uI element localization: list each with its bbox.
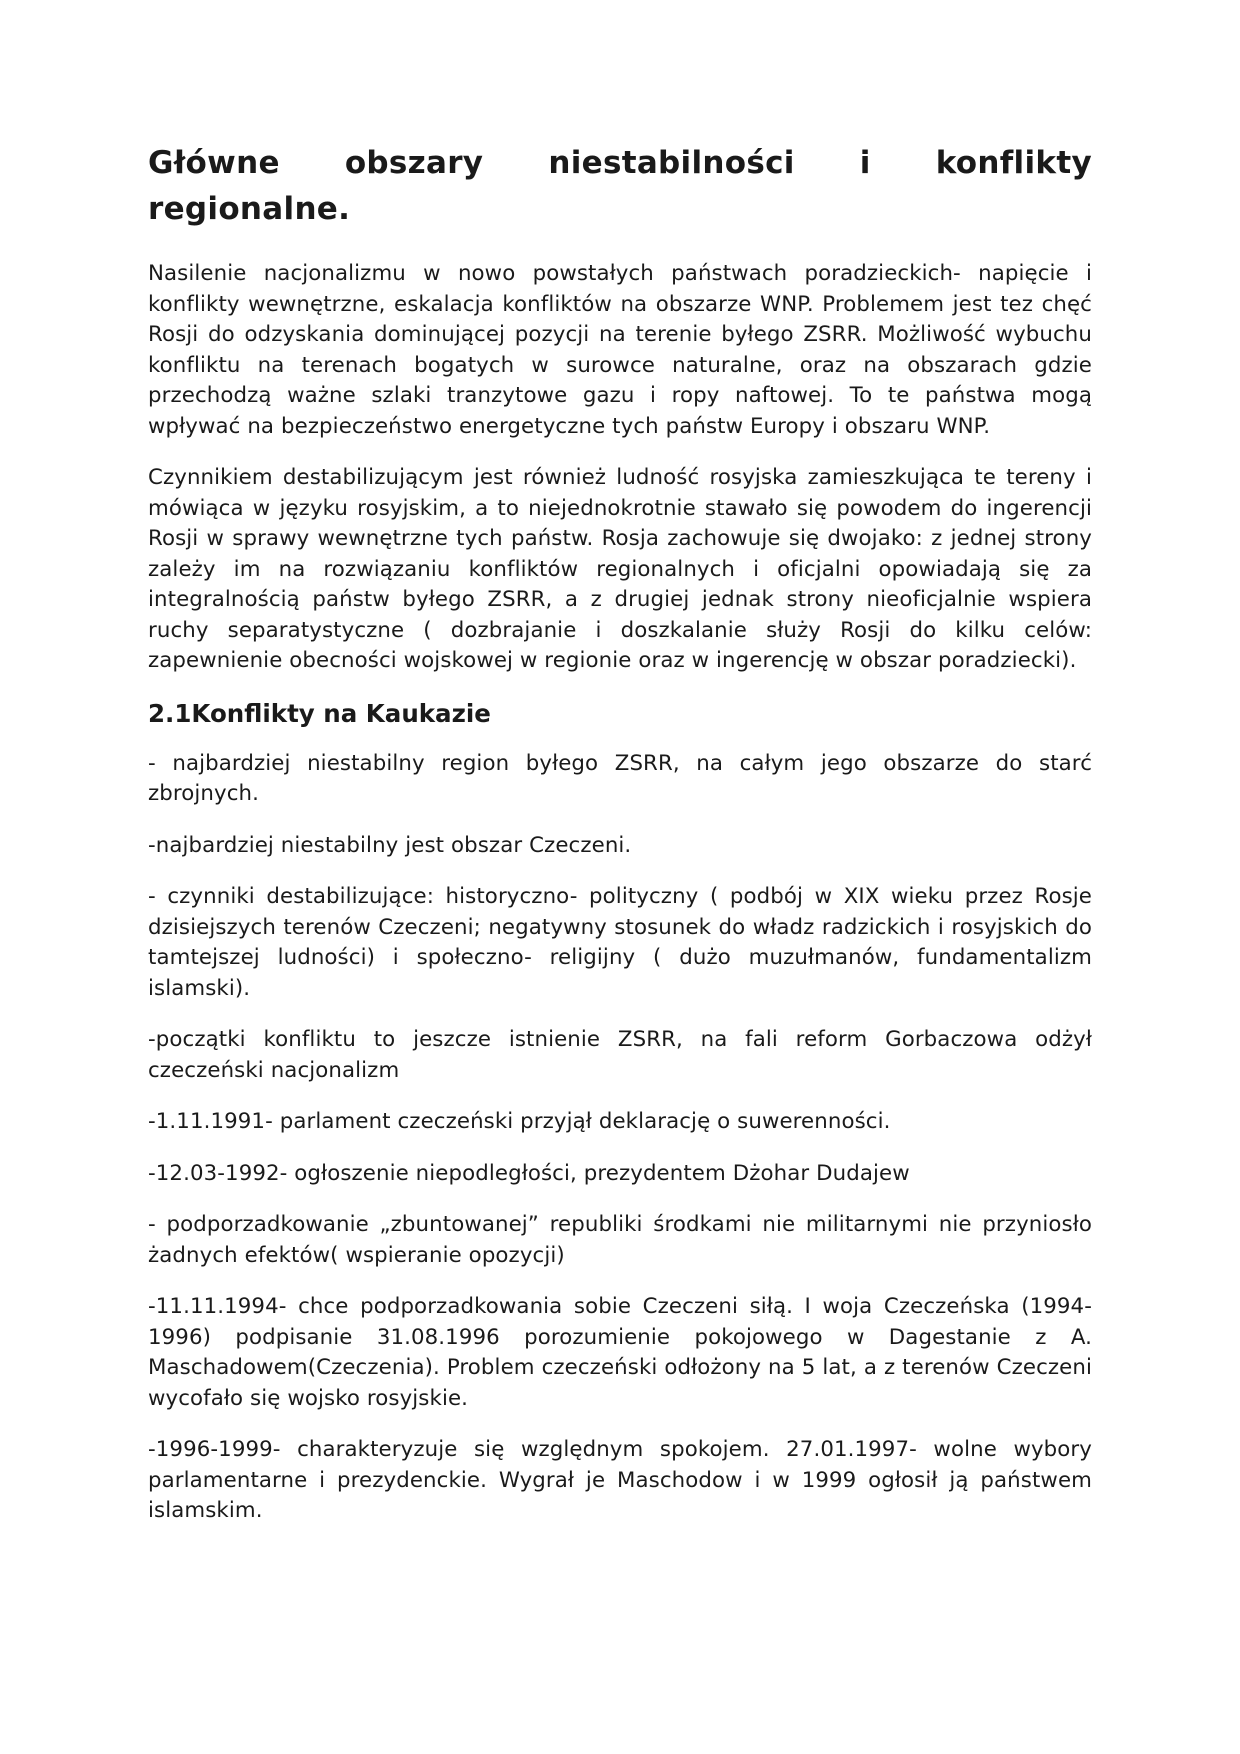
- title-word: konflikty: [935, 145, 1092, 181]
- section-heading: 2.1Konflikty na Kaukazie: [148, 698, 491, 728]
- section-paragraph: -początki konfliktu to jeszcze istnienie ZSRR, na fali reform Gorbaczowa odżył czeczeński nacjonalizm: [148, 1027, 1092, 1083]
- title-word: obszary: [344, 145, 484, 181]
- title-word: niestabilności: [548, 145, 795, 181]
- section-paragraph: - podporzadkowanie „zbuntowanej” republiki środkami nie militarnymi nie przyniosło żadnych efektów( wspieranie opozycji): [148, 1212, 1092, 1268]
- title-first-line: [148, 140, 1092, 186]
- title-word: i: [859, 145, 871, 181]
- section-paragraph: -12.03-1992- ogłoszenie niepodległości, prezydentem Dżohar Dudajew: [148, 1160, 910, 1186]
- section-paragraph: - najbardziej niestabilny region byłego ZSRR, na całym jego obszarze do starć zbrojnych.: [148, 750, 1092, 806]
- section-paragraph: -1.11.1991- parlament czeczeński przyjął deklarację o suwerenności.: [148, 1109, 891, 1134]
- document-page: [148, 140, 1092, 1548]
- intro-paragraph-1: Nasilenie nacjonalizmu w nowo powstałych państwach poradzieckich- napięcie i konflikty wewnętrzne, eskalacja konfliktów na obszarze WNP. Problemem jest tez chęć Rosji do odzyskania dominującej pozycji na terenie byłego ZSRR. Możliwość wybuchu konfliktu na terenach bogatych w surowce naturalne, oraz na obszarach gdzie przechodzą ważne szlaki tranzytowe gazu i ropy naftowej. To te państwa mogą wpływać na bezpieczeństwo energetyczne tych państw Europy i obszaru WNP.: [148, 261, 1092, 439]
- section-paragraph: -11.11.1994- chce podporzadkowania sobie Czeczeni siłą. I woja Czeczeńska (1994-1996) podpisanie 31.08.1996 porozumienie pokojowego w Dagestanie z A. Maschadowem(Czeczenia). Problem czeczeński odłożony na 5 lat, a z terenów Czeczeni wycofało się wojsko rosyjskie.: [148, 1294, 1092, 1411]
- section-paragraph: -najbardziej niestabilny jest obszar Czeczeni.: [148, 832, 632, 858]
- title-second-line: regionalne.: [148, 191, 351, 227]
- intro-paragraph-2: Czynnikiem destabilizującym jest również ludność rosyjska zamieszkująca te tereny i mówiąca w języku rosyjskim, a to niejednokrotnie stawało się powodem do ingerencji Rosji w sprawy wewnętrzne tych państw. Rosja zachowuje się dwojako: z jednej strony zależy im na rozwiązaniu konfliktów regionalnych i oficjalni opowiadają się za integralnością państw byłego ZSRR, a z drugiej jednak strony nieoficjalnie wspiera ruchy separatystyczne ( dozbrajanie i doszkalanie służy Rosji do kilku celów: zapewnienie obecności wojskowej w regionie oraz w ingerencję w obszar poradziecki).: [148, 465, 1092, 673]
- title-word: Główne: [148, 145, 280, 181]
- document-title: [148, 140, 1092, 232]
- section-paragraph: -1996-1999- charakteryzuje się względnym spokojem. 27.01.1997- wolne wybory parlamentarne i prezydenckie. Wygrał je Maschodow i w 1999 ogłosił ją państwem islamskim.: [148, 1437, 1092, 1523]
- section-paragraph: - czynniki destabilizujące: historyczno- polityczny ( podbój w XIX wieku przez Rosje dzisiejszych terenów Czeczeni; negatywny stosunek do władz radzickich i rosyjskich do tamtejszej ludności) i społeczno- religijny ( dużo muzułmanów, fundamentalizm islamski).: [148, 884, 1092, 1001]
